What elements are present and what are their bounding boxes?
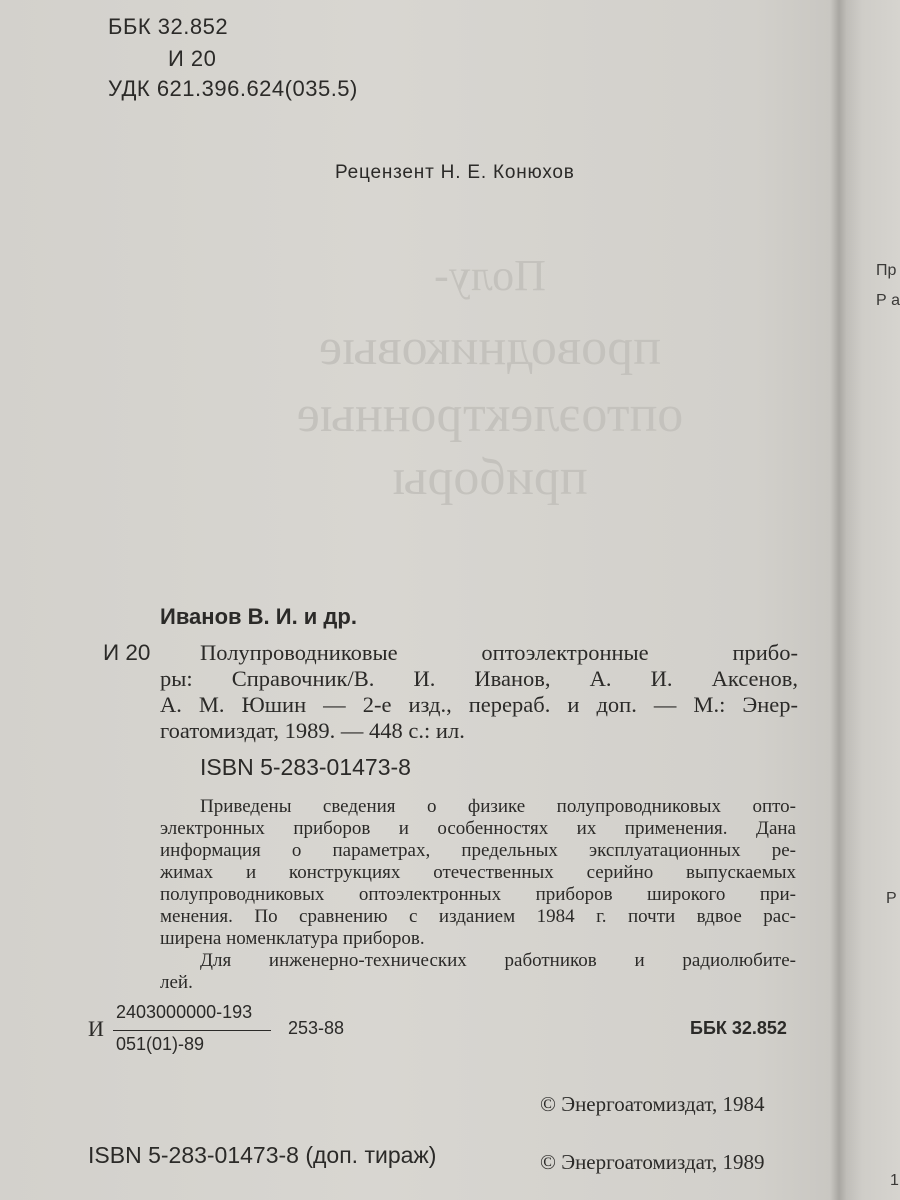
title-line-1: Полупроводниковые оптоэлектронные прибо- <box>200 640 798 665</box>
book-page: Полу- проводниковые оптоэлектронные приборы ББК 32.852 И 20 УДК 621.396.624(035.5) Рецензент Н. Е. Конюхов Иванов В. И. и др. И 20 Полупроводниковые оптоэлектронные прибо- ры: Справочник/В. И. Иванов, А. И. Аксенов, А. М. Юшин — 2-е изд., перераб. и доп. — М.: Энер- гоатомиздат, 1989. — 448 с.: ил. ISBN 5-283-01473-8 Приведены сведения о физике полупроводниковых опто- электронных приборов и особенностях их применения. Дана информация о параметрах, предельных эксплуатационных ре- жимах и конструкциях отечественных серийно выпускаемых полупроводниковых оптоэлектронных приборов широкого при- менения. По сравнению с изданием 1984 г. почти вдвое рас- ширена номенклатура приборов. Для инженерно-технических работников и радиолюбите- лей. И 2403000000-193 051(01)-89 253-88 ББК 32.852 © Энергоатомиздат, 1984 ISBN 5-283-01473-8 (доп. тираж) © Энергоатомиздат, 1989 <box>0 0 838 1200</box>
classification-denominator: 051(01)-89 <box>116 1034 205 1054</box>
edge-fragment-1: Пр <box>876 262 897 279</box>
title-line-4: гоатомиздат, 1989. — 448 с.: ил. <box>160 718 465 743</box>
edge-fragment-4: 1 <box>890 1172 899 1189</box>
adjacent-page-edge <box>846 0 900 1200</box>
abstract-line-3: информация о параметрах, предельных эксплуатационных ре- <box>160 840 796 861</box>
edge-fragment-3: Р <box>886 890 897 907</box>
classification-numerator: 2403000000-193 <box>116 1002 253 1022</box>
audience-line-1: Для инженерно-технических работников и радиолюбите- <box>200 950 796 971</box>
author-heading: Иванов В. И. и др. <box>160 604 357 629</box>
title-line-2: ры: Справочник/В. И. Иванов, А. И. Аксенов, <box>160 666 798 691</box>
isbn-additional-run: ISBN 5-283-01473-8 (доп. тираж) <box>88 1142 437 1168</box>
fraction-bar <box>113 1030 271 1031</box>
bbk-code: ББК 32.852 <box>108 14 229 39</box>
classification-letter: И <box>88 1016 104 1041</box>
udk-code: УДК 621.396.624(035.5) <box>108 76 358 101</box>
abstract-line-1: Приведены сведения о физике полупроводниковых опто- <box>200 796 796 817</box>
index-code-annotation: И 20 <box>103 640 151 665</box>
copyright-1989: © Энергоатомиздат, 1989 <box>540 1150 765 1174</box>
abstract-line-6: менения. По сравнению с изданием 1984 г. почти вдвое рас- <box>160 906 796 927</box>
reviewer-line: Рецензент Н. Е. Конюхов <box>335 162 575 183</box>
order-number: 253-88 <box>288 1018 345 1038</box>
audience-line-2: лей. <box>160 972 193 993</box>
abstract-line-2: электронных приборов и особенностях их применения. Дана <box>160 818 796 839</box>
edge-fragment-2: Р а <box>876 292 900 309</box>
abstract-line-4: жимах и конструкциях отечественных серийно выпускаемых <box>160 862 796 883</box>
abstract-line-7: ширена номенклатура приборов. <box>160 928 425 949</box>
isbn: ISBN 5-283-01473-8 <box>200 754 411 780</box>
title-line-3: А. М. Юшин — 2-е изд., перераб. и доп. — М.: Энер- <box>160 692 798 717</box>
abstract-line-5: полупроводниковых оптоэлектронных приборов широкого при- <box>160 884 796 905</box>
bbk-bottom: ББК 32.852 <box>690 1018 787 1038</box>
copyright-1984: © Энергоатомиздат, 1984 <box>540 1092 765 1116</box>
index-code: И 20 <box>168 46 217 71</box>
